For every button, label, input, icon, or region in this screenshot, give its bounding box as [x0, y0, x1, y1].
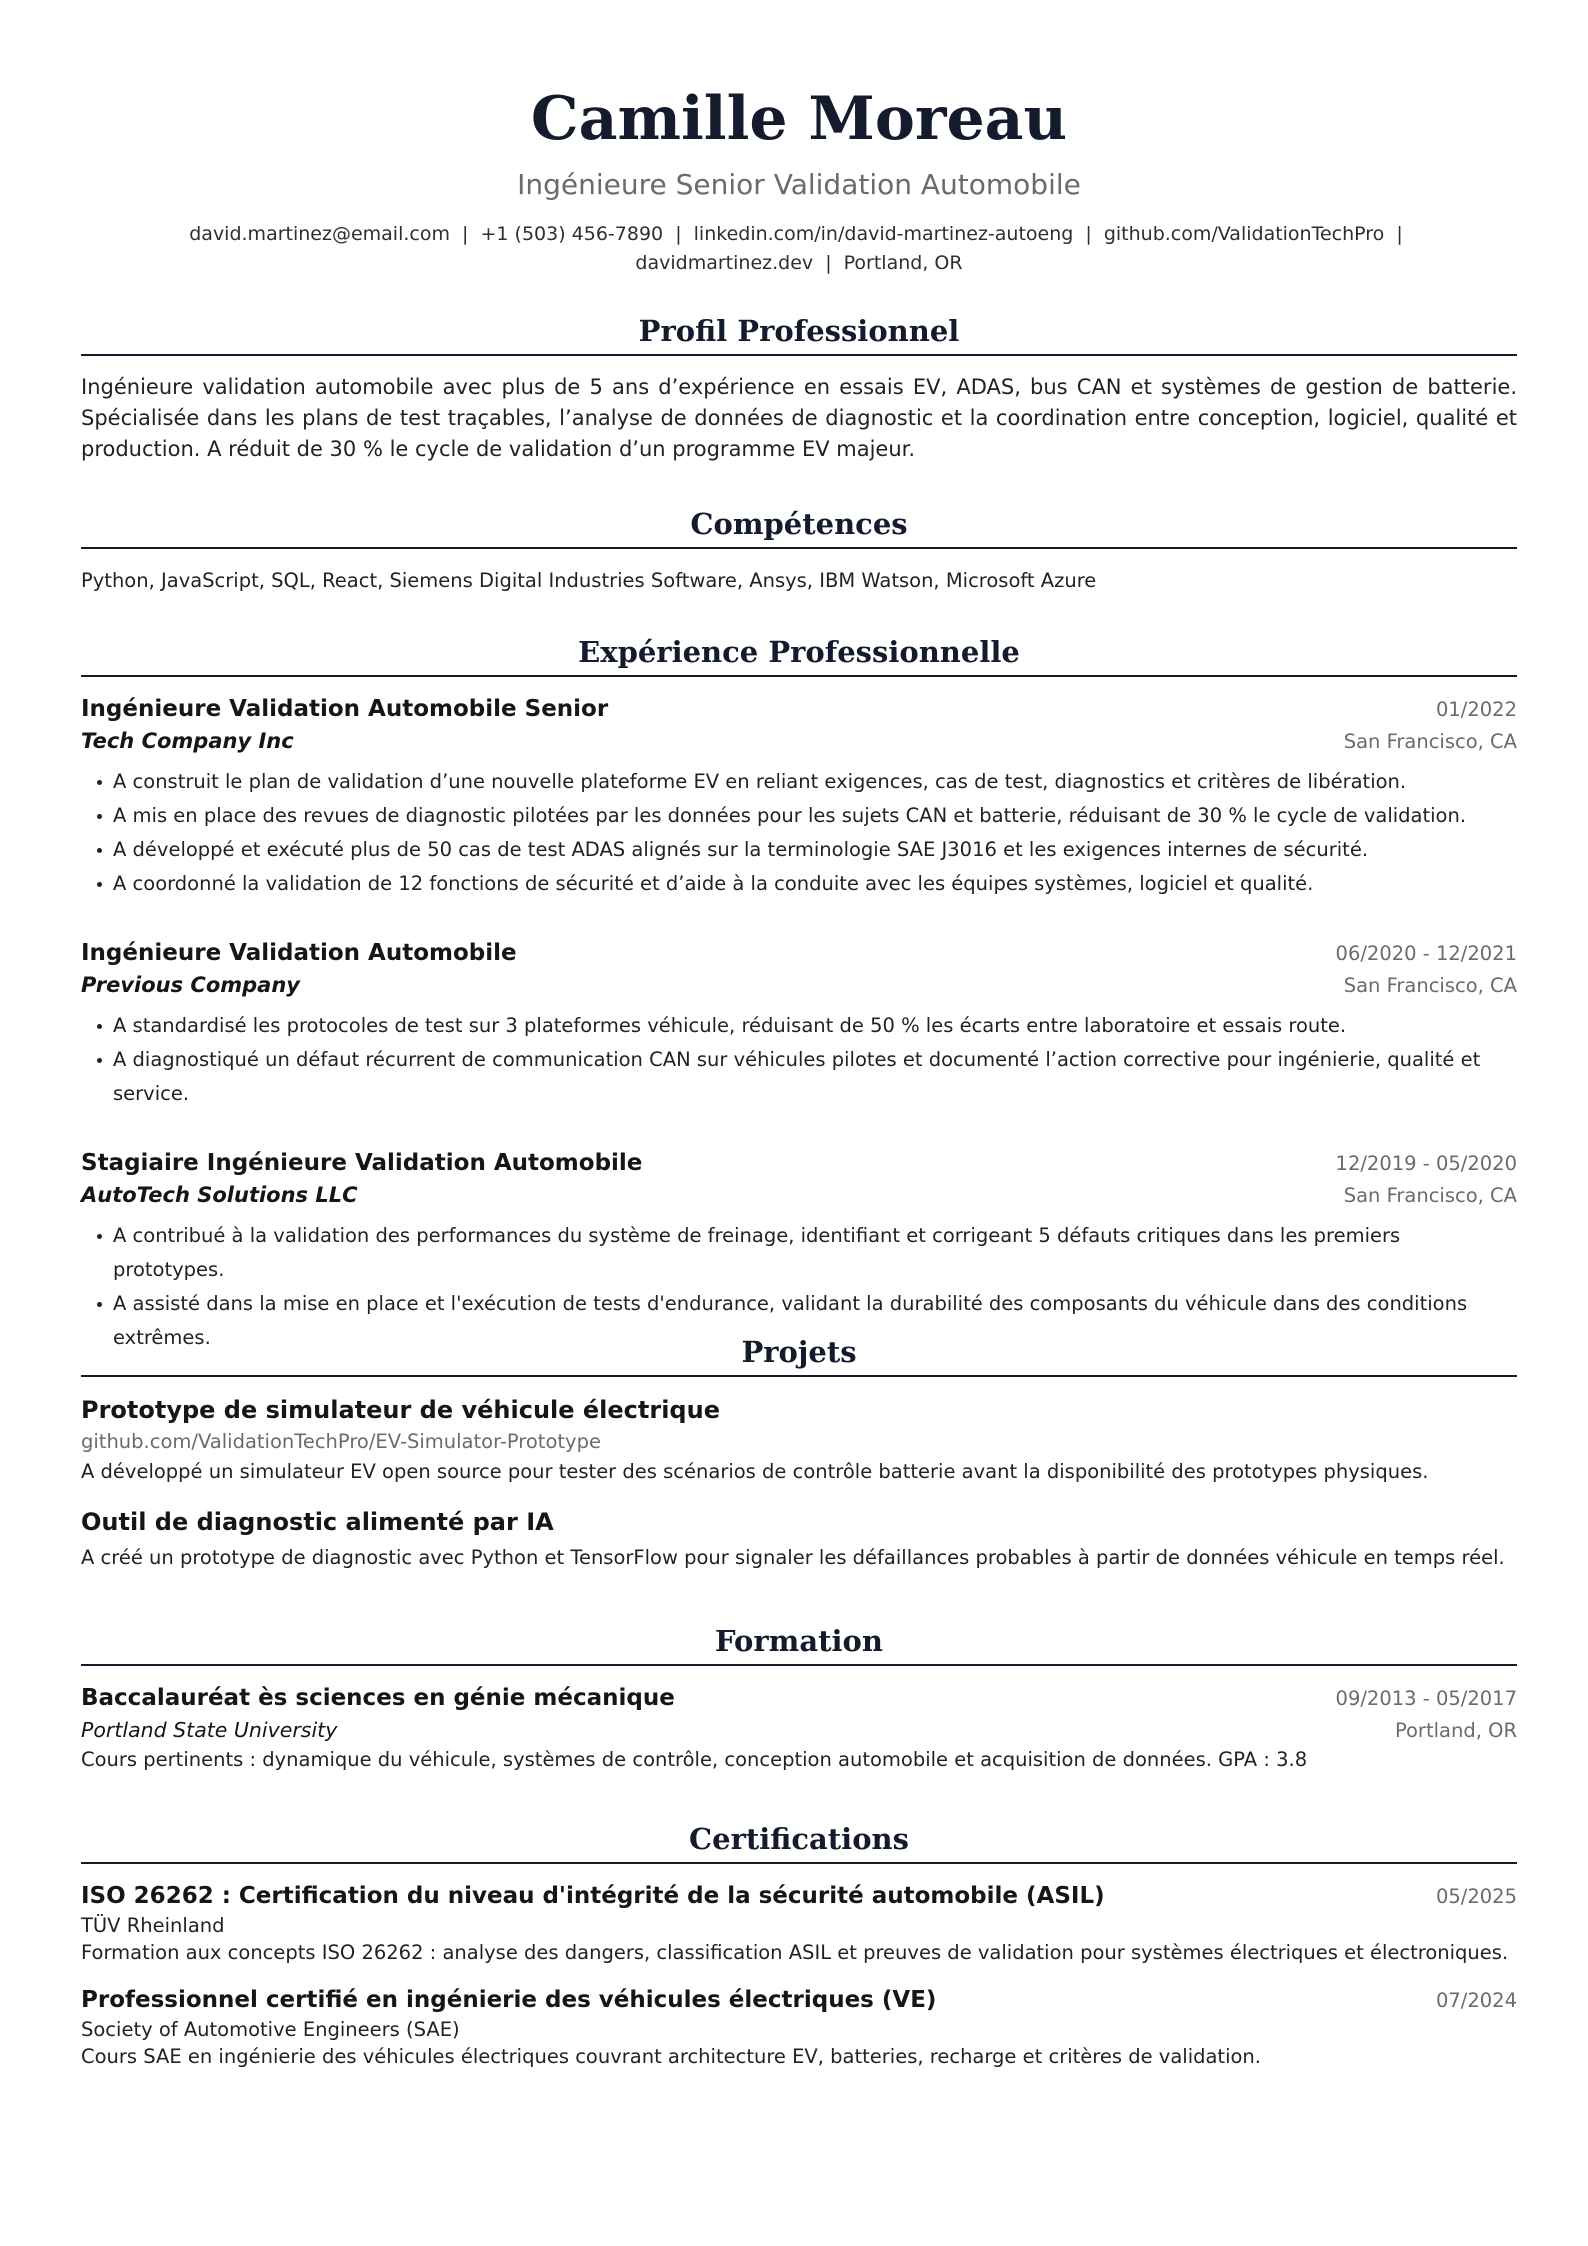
project-description: A créé un prototype de diagnostic avec Python et TensorFlow pour signaler les défaillances probables à partir de données véhicule en temps réel.: [81, 1546, 1505, 1569]
candidate-headline: Ingénieure Senior Validation Automobile: [517, 168, 1081, 201]
certification-entry: [81, 1984, 1517, 2070]
job-title: Ingénieure Validation Automobile Senior: [81, 696, 609, 722]
contact-phone[interactable]: +1 (503) 456-7890: [480, 223, 664, 245]
bullet-item: A développé et exécuté plus de 50 cas de test ADAS alignés sur la terminologie SAE J3016 et les exigences internes de sécurité.: [113, 833, 1517, 867]
project-entry: [81, 1393, 1517, 1487]
contact-separator: |: [1085, 223, 1092, 245]
section-title: Expérience Professionnelle: [81, 633, 1517, 677]
contact-location: Portland, OR: [843, 252, 963, 274]
section-title: Certifications: [81, 1820, 1517, 1864]
certification-date: 05/2025: [1435, 1885, 1517, 1908]
education-date: 09/2013 - 05/2017: [1335, 1687, 1517, 1710]
section-title: Profil Professionnel: [81, 312, 1517, 356]
job-location: San Francisco, CA: [1343, 974, 1517, 997]
project-title: Prototype de simulateur de véhicule électrique: [81, 1396, 720, 1424]
skills-section: [81, 505, 1517, 595]
project-title: Outil de diagnostic alimenté par IA: [81, 1508, 554, 1536]
experience-entry: [81, 1147, 1517, 1355]
company-name: AutoTech Solutions LLC: [81, 1183, 358, 1207]
contact-separator: |: [462, 223, 469, 245]
job-date: 01/2022: [1435, 698, 1517, 721]
bullet-item: A diagnostiqué un défaut récurrent de communication CAN sur véhicules pilotes et documenté l’action corrective pour ingénierie, qualité et service.: [113, 1043, 1517, 1111]
contact-line: [111, 220, 1487, 278]
skills-list: Python, JavaScript, SQL, React, Siemens Digital Industries Software, Ansys, IBM Watson, Microsoft Azure: [81, 569, 1097, 592]
bullet-item: A construit le plan de validation d’une nouvelle plateforme EV en reliant exigences, cas de test, diagnostics et critères de libération.: [113, 765, 1517, 799]
contact-github[interactable]: github.com/ValidationTechPro: [1103, 223, 1385, 245]
school-location: Portland, OR: [1394, 1719, 1517, 1742]
certification-date: 07/2024: [1435, 1989, 1517, 2012]
contact-website[interactable]: davidmartinez.dev: [635, 252, 814, 274]
projects-section: [81, 1333, 1517, 1573]
education-section: [81, 1622, 1517, 1773]
certification-title: ISO 26262 : Certification du niveau d'intégrité de la sécurité automobile (ASIL): [81, 1883, 1105, 1909]
job-bullets: [81, 765, 1517, 901]
job-bullets: [81, 1009, 1517, 1111]
bullet-item: A standardisé les protocoles de test sur 3 plateformes véhicule, réduisant de 50 % les écarts entre laboratoire et essais route.: [113, 1009, 1517, 1043]
job-date: 06/2020 - 12/2021: [1335, 942, 1517, 965]
profile-summary: Ingénieure validation automobile avec plus de 5 ans d’expérience en essais EV, ADAS, bus CAN et systèmes de gestion de batterie. Spécialisée dans les plans de test traçables, l’analyse de données de diagnostic et la coordination entre conception, logiciel, qualité et production. A réduit de 30 % le cycle de validation d’un programme EV majeur.: [81, 375, 1517, 461]
job-location: San Francisco, CA: [1343, 1184, 1517, 1207]
section-title: Formation: [81, 1622, 1517, 1666]
project-link[interactable]: github.com/ValidationTechPro/EV-Simulator-Prototype: [81, 1430, 601, 1453]
experience-entry: [81, 693, 1517, 901]
contact-separator: |: [675, 223, 682, 245]
bullet-item: A coordonné la validation de 12 fonctions de sécurité et d’aide à la conduite avec les équipes systèmes, logiciel et qualité.: [113, 867, 1517, 901]
certification-title: Professionnel certifié en ingénierie des véhicules électriques (VE): [81, 1987, 937, 2013]
bullet-item: A contribué à la validation des performances du système de freinage, identifiant et corrigeant 5 défauts critiques dans les premiers prototypes.: [113, 1219, 1517, 1287]
school-name: Portland State University: [81, 1718, 338, 1742]
contact-linkedin[interactable]: linkedin.com/in/david-martinez-autoeng: [693, 223, 1074, 245]
certification-description: Cours SAE en ingénierie des véhicules électriques couvrant architecture EV, batteries, recharge et critères de validation.: [81, 2045, 1261, 2068]
bullet-item: A assisté dans la mise en place et l'exécution de tests d'endurance, validant la durabilité des composants du véhicule dans des conditions extrêmes.: [113, 1287, 1517, 1355]
contact-separator: |: [1396, 223, 1403, 245]
certification-description: Formation aux concepts ISO 26262 : analyse des dangers, classification ASIL et preuves de validation pour systèmes électriques et électroniques.: [81, 1941, 1509, 1964]
section-title: Compétences: [81, 505, 1517, 549]
contact-separator: |: [825, 252, 832, 274]
project-entry: [81, 1505, 1517, 1573]
section-title: Projets: [81, 1333, 1517, 1377]
job-date: 12/2019 - 05/2020: [1335, 1152, 1517, 1175]
company-name: Previous Company: [81, 973, 300, 997]
company-name: Tech Company Inc: [81, 729, 294, 753]
job-title: Stagiaire Ingénieure Validation Automobile: [81, 1150, 643, 1176]
education-entry: [81, 1682, 1517, 1773]
education-description: Cours pertinents : dynamique du véhicule, systèmes de contrôle, conception automobile et acquisition de données. GPA : 3.8: [81, 1748, 1308, 1771]
project-description: A développé un simulateur EV open source pour tester des scénarios de contrôle batterie avant la disponibilité des prototypes physiques.: [81, 1460, 1429, 1483]
job-location: San Francisco, CA: [1343, 730, 1517, 753]
certifications-section: [81, 1820, 1517, 2070]
degree-title: Baccalauréat ès sciences en génie mécanique: [81, 1685, 675, 1711]
experience-section: [81, 633, 1517, 1355]
job-title: Ingénieure Validation Automobile: [81, 940, 517, 966]
profile-section: [81, 312, 1517, 465]
bullet-item: A mis en place des revues de diagnostic pilotées par les données pour les sujets CAN et batterie, réduisant de 30 % le cycle de validation.: [113, 799, 1517, 833]
certification-issuer: Society of Automotive Engineers (SAE): [81, 2018, 460, 2041]
certification-entry: [81, 1880, 1517, 1966]
candidate-name: Camille Moreau: [530, 84, 1068, 154]
certification-issuer: TÜV Rheinland: [81, 1914, 225, 1937]
experience-entry: [81, 937, 1517, 1111]
contact-email[interactable]: david.martinez@email.com: [189, 223, 450, 245]
